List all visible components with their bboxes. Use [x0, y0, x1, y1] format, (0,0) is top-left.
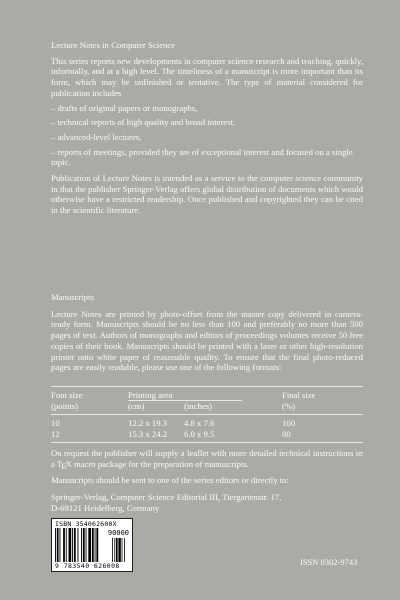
isbn-barcode	[51, 518, 133, 572]
leaflet-section	[51, 448, 363, 514]
address-line-2: D-69121 Heidelberg, Germany	[51, 502, 160, 513]
ean-number: 9 783540 626008	[55, 562, 120, 570]
row-cm: 12.2 x 19.3	[128, 418, 168, 428]
leaflet-text-before: On request the publisher will supply a leaflet with more detailed technical instructions or a T	[51, 448, 363, 469]
list-item: – drafts of original papers or monographs,	[51, 102, 198, 113]
leaflet-paragraph	[51, 448, 363, 469]
barcode-bar	[95, 528, 96, 562]
barcode-bar	[74, 528, 76, 562]
address-line-1: Springer-Verlag, Computer Science Editorial III, Tiergartenstr. 17,	[51, 492, 282, 503]
series-title: Lecture Notes in Computer Science	[51, 40, 175, 50]
table-rule-bottom	[51, 442, 363, 443]
table-rule-middle	[51, 414, 363, 415]
barcode-bar	[57, 528, 59, 562]
row-cm: 15.3 x 24.2	[128, 429, 168, 439]
intro-paragraph: This series reports new developments in computer science research and teaching, quickly, informally, and at a high level. The timeliness of a manuscript is more important than its form, which may be unfinished or tentative. The type of material considered for publication includes	[51, 55, 363, 98]
isbn-text: ISBN 354062600X	[55, 520, 117, 528]
manuscripts-section	[51, 292, 363, 373]
addon-bar	[124, 538, 125, 562]
row-inches: 4.8 x 7.6	[184, 418, 215, 428]
barcode-bar	[81, 528, 82, 562]
barcode-bar	[78, 528, 79, 562]
barcode-bar	[83, 528, 85, 562]
leaflet-tex-e: E	[61, 460, 67, 471]
row-font: 12	[51, 429, 60, 439]
row-final: 80	[282, 429, 291, 439]
barcode-bar	[55, 528, 56, 562]
list-item: – advanced-level lectures,	[51, 131, 142, 142]
col-inches: (inches)	[184, 401, 212, 411]
manuscripts-heading: Manuscripts	[51, 292, 94, 302]
barcode-bar	[88, 528, 91, 562]
addon-bar	[116, 538, 118, 562]
list-item: – reports of meetings, provided they are of exceptional interest and focused on a single topic.	[51, 146, 353, 168]
addon-code: 90000	[107, 529, 129, 537]
barcode-bar	[86, 528, 87, 562]
col-font-size: Font size	[51, 390, 83, 400]
barcode-bar	[92, 528, 94, 562]
leaflet-text-after: X macro package for the preparation of manuscripts.	[65, 458, 249, 469]
barcode-bar	[69, 528, 72, 562]
addon-bar	[118, 538, 120, 562]
barcode-bar	[60, 528, 61, 562]
manuscripts-paragraph: Lecture Notes are printed by photo-offset from the master copy delivered in camera-ready form. Manuscripts should be no less than 100 and preferably no more than 500 pages of text. Authors of monographs and editors of proceedings volumes receive 50 free copies of their book. Manuscripts should be printed with a laser or other high-resolution printer onto white paper of reasonable quality. To ensure that the final photo-reduced pages are easily readable, please use one of the following formats:	[51, 308, 363, 373]
list-item: – technical reports of high quality and broad interest,	[51, 117, 236, 128]
publication-paragraph: Publication of Lecture Notes is intended as a service to the computer science community in that the publisher Springer-Verlag offers global distribution of documents which would otherwise have a restricted readership. Once published and copyrighted they can be cited in the scientific literature.	[51, 173, 363, 216]
barcode-bar	[72, 528, 73, 562]
table-rule-top	[51, 386, 363, 387]
send-line: Manuscripts should be sent to one of the series editors or directly to:	[51, 475, 289, 486]
barcode-bar	[66, 528, 67, 562]
col-cm: (cm)	[128, 401, 145, 411]
series-section	[51, 40, 363, 216]
row-font: 10	[51, 418, 60, 428]
addon-bar	[122, 538, 123, 562]
barcode-bar	[96, 528, 98, 562]
col-final-size: Final size	[282, 390, 316, 400]
addon-bar	[114, 538, 115, 562]
barcode-bar	[63, 528, 65, 562]
addon-bar	[112, 538, 113, 562]
row-inches: 6.0 x 9.5	[184, 429, 215, 439]
row-final: 100	[282, 418, 296, 428]
col-percent: (%)	[282, 401, 296, 411]
col-font-unit: (points)	[51, 401, 79, 411]
issn: ISSN 0302-9743	[300, 557, 358, 567]
col-printing-area: Printing area	[128, 390, 173, 400]
